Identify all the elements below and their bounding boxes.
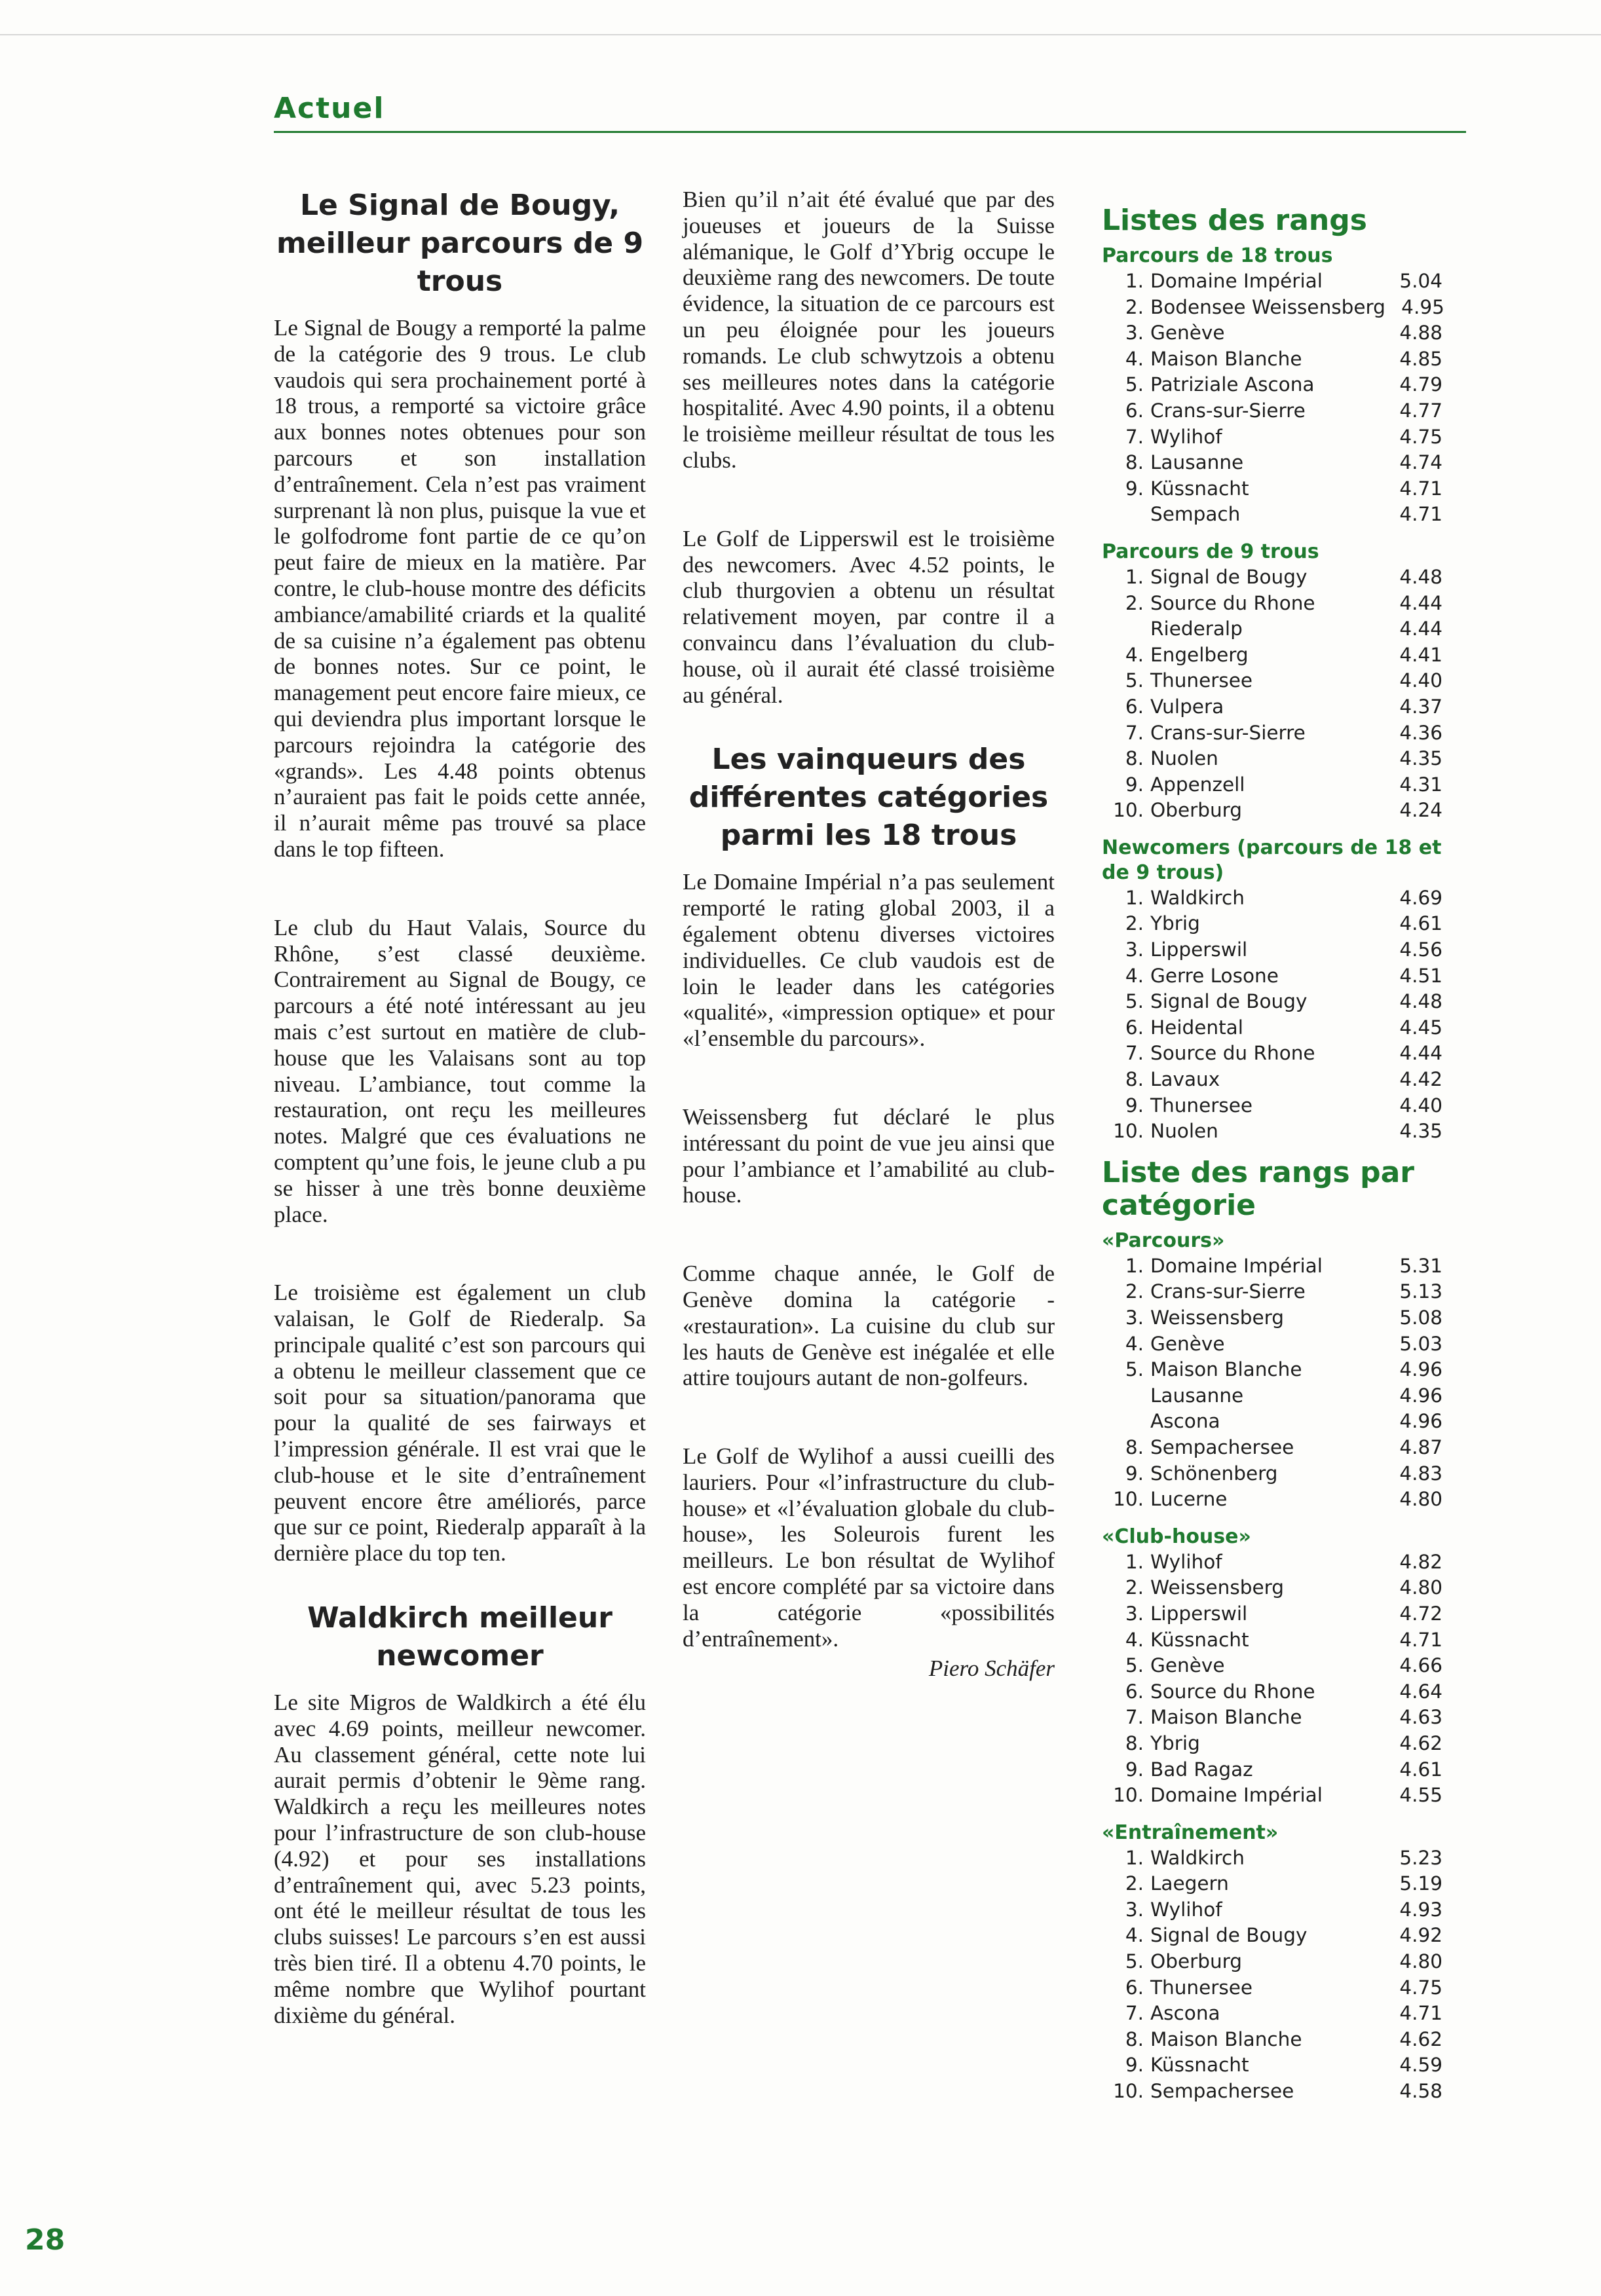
ranking-rank (1102, 502, 1150, 528)
paragraph: Le site Migros de Waldkirch a été élu avec 4.69 points, meilleur newcomer. Au classement général, cette note lui aurait permis d’obtenir le 9ème rang. Waldkirch a reçu les meilleures notes pour l’infrastructure de son club-house (4.92) et pour ses installations d’entraînement qui, avec 5.23 points, ont été le meilleur résultat de tous les clubs suisses! Le parcours s’en est aussi très bien tiré. Il a obtenu 4.70 points, le même nombre que Wylihof pourtant dixième du général. (274, 1690, 646, 2028)
ranking-name: Thunersee (1150, 1094, 1253, 1117)
ranking-rank: 9. (1125, 773, 1144, 796)
ranking-name: Küssnacht (1150, 1628, 1249, 1651)
ranking-row (1102, 1897, 1442, 1923)
ranking-score: 4.31 (1399, 773, 1442, 796)
ranking-rank: 8. (1125, 2028, 1144, 2050)
ranking-rank: 9. (1125, 1758, 1144, 1781)
article-title-waldkirch: Waldkirch meilleur newcomer (307, 1601, 612, 1673)
ranking-rank: 7. (1125, 2002, 1144, 2025)
ranking-name: Source du Rhone (1150, 1680, 1315, 1703)
ranking-row (1102, 1015, 1442, 1041)
ranking-score: 4.41 (1399, 643, 1442, 666)
ranking-score: 4.71 (1399, 477, 1442, 500)
ranking-row (1102, 1253, 1442, 1280)
ranking-score: 5.03 (1399, 1332, 1442, 1355)
category-rankings-lists (1102, 1229, 1442, 2105)
ranking-row (1102, 989, 1442, 1015)
ranking-name: Riederalp (1150, 618, 1243, 640)
ranking-rank: 5. (1125, 669, 1144, 692)
ranking-name: Genève (1150, 1332, 1225, 1355)
ranking-row (1102, 1975, 1442, 2001)
ranking-score: 4.62 (1399, 1731, 1442, 1754)
ranking-score: 4.82 (1399, 1550, 1442, 1573)
ranking-row (1102, 1757, 1442, 1783)
ranking-name: Sempachersee (1150, 2080, 1294, 2103)
ranking-row (1102, 642, 1442, 669)
ranking-row (1102, 1435, 1442, 1461)
ranking-row (1102, 450, 1442, 476)
ranking-row (1102, 720, 1442, 747)
ranking-name: Lausanne (1150, 451, 1244, 474)
section-rule (274, 131, 1466, 133)
ranking-name: Waldkirch (1150, 1846, 1245, 1869)
ranking-rank: 1. (1125, 565, 1144, 588)
ranking-rank: 9. (1125, 1094, 1144, 1117)
ranking-score: 4.75 (1399, 425, 1442, 448)
ranking-row (1102, 1575, 1442, 1601)
ranking-heading: Parcours de 9 trous (1102, 540, 1319, 563)
ranking-rank: 2. (1125, 1872, 1144, 1895)
ranking-row (1102, 1549, 1442, 1576)
ranking-score: 4.55 (1399, 1784, 1442, 1807)
author-signature: Piero Schäfer (928, 1656, 1055, 1682)
ranking-name: Crans-sur-Sierre (1150, 399, 1306, 422)
ranking-rank: 10. (1113, 1488, 1144, 1511)
ranking-row (1102, 1705, 1442, 1731)
ranking-row (1102, 746, 1442, 772)
ranking-name: Nuolen (1150, 747, 1218, 770)
ranking-rank: 4. (1125, 1332, 1144, 1355)
paragraph: Le Domaine Impérial n’a pas seulement remporté le rating global 2003, il a également obtenu diverses victoires individuelles. Ce club vaudois est de loin le leader dans les catégories «qualité», «impression optique» et pour «l’ensemble du parcours». (683, 869, 1055, 1052)
ranking-score: 5.23 (1399, 1846, 1442, 1869)
ranking-rank: 5. (1125, 373, 1144, 396)
ranking-list (1102, 244, 1442, 528)
ranking-name: Oberburg (1150, 1950, 1242, 1973)
ranking-name: Heidental (1150, 1016, 1243, 1039)
ranking-heading: Parcours de 18 trous (1102, 244, 1333, 267)
ranking-name: Ascona (1150, 1410, 1220, 1433)
paragraph: Le Golf de Wylihof a aussi cueilli des lauriers. Pour «l’infrastructure du club-house» et «l’évaluation globale du club-house», les Soleurois furent les meilleurs. Le bon résultat de Wylihof est encore complété par sa victoire dans la catégorie «possibilités d’entraînement». (683, 1443, 1055, 1652)
ranking-row (1102, 320, 1442, 346)
ranking-name: Domaine Impérial (1150, 1254, 1323, 1277)
page-number: 28 (25, 2223, 66, 2257)
ranking-rank: 3. (1125, 1306, 1144, 1329)
ranking-name: Sempach (1150, 503, 1241, 526)
ranking-name: Lipperswil (1150, 938, 1248, 961)
ranking-name: Maison Blanche (1150, 347, 1302, 370)
paragraph: Comme chaque année, le Golf de Genève domina la catégorie - «restauration». La cuisine du club sur les hauts de Genève est inégalée et elle attire toujours autant de non-golfeurs. (683, 1261, 1055, 1391)
ranking-row (1102, 1461, 1442, 1487)
ranking-rank: 10. (1113, 2080, 1144, 2103)
ranking-score: 4.71 (1399, 1628, 1442, 1651)
ranking-rank: 1. (1125, 1254, 1144, 1277)
ranking-rank: 6. (1125, 1976, 1144, 1999)
ranking-name: Wylihof (1150, 425, 1222, 448)
ranking-score: 4.95 (1401, 295, 1444, 318)
ranking-rank: 10. (1113, 799, 1144, 822)
ranking-row (1102, 911, 1442, 937)
ranking-rank: 1. (1125, 886, 1144, 909)
ranking-row (1102, 694, 1442, 720)
ranking-rank: 10. (1113, 1784, 1144, 1807)
ranking-score: 4.48 (1399, 990, 1442, 1013)
ranking-rank: 2. (1125, 912, 1144, 935)
ranking-name: Gerre Losone (1150, 964, 1279, 987)
ranking-row (1102, 1331, 1442, 1358)
ranking-score: 4.45 (1399, 1016, 1442, 1039)
ranking-score: 4.48 (1399, 565, 1442, 588)
ranking-score: 4.85 (1399, 347, 1442, 370)
category-rankings-title: Liste des rangs par catégorie (1102, 1155, 1414, 1222)
paragraph: Bien qu’il n’ait été évalué que par des joueuses et joueurs de la Suisse alémanique, le Golf d’Ybrig occupe le deuxième rang des newcomers. De toute évidence, la situation de ce parcours est un peu éloignée pour les joueurs romands. Le club schwytzois a obtenu ses meilleures notes dans la catégorie hospitalité. Avec 4.90 points, il a obtenu le troisième meilleur résultat de tous les clubs. (683, 187, 1055, 473)
ranking-score: 4.61 (1399, 912, 1442, 935)
column-2 (683, 187, 1055, 1682)
ranking-rank: 5. (1125, 1654, 1144, 1677)
ranking-row (1102, 398, 1442, 424)
ranking-rank: 8. (1125, 1068, 1144, 1091)
ranking-row (1102, 1949, 1442, 1975)
ranking-row (1102, 1093, 1442, 1119)
section-title: Actuel (274, 92, 385, 125)
ranking-rank: 6. (1125, 695, 1144, 718)
ranking-rank: 6. (1125, 1680, 1144, 1703)
ranking-score: 4.44 (1399, 1042, 1442, 1065)
ranking-row (1102, 1279, 1442, 1305)
ranking-name: Genève (1150, 322, 1225, 344)
ranking-rank: 3. (1125, 938, 1144, 961)
ranking-list (1102, 1229, 1442, 1513)
ranking-row (1102, 885, 1442, 912)
ranking-list (1102, 540, 1442, 824)
ranking-row (1102, 1731, 1442, 1757)
ranking-score: 4.44 (1399, 591, 1442, 614)
ranking-score: 5.31 (1399, 1254, 1442, 1277)
ranking-row (1102, 1871, 1442, 1897)
ranking-name: Oberburg (1150, 799, 1242, 822)
ranking-name: Laegern (1150, 1872, 1229, 1895)
ranking-name: Crans-sur-Sierre (1150, 1280, 1306, 1303)
ranking-rank (1102, 616, 1150, 642)
ranking-rank: 2. (1125, 295, 1144, 318)
ranking-name: Maison Blanche (1150, 1358, 1302, 1381)
ranking-row (1102, 502, 1442, 528)
ranking-name: Appenzell (1150, 773, 1245, 796)
ranking-rank: 8. (1125, 1435, 1144, 1458)
ranking-score: 5.04 (1399, 270, 1442, 292)
ranking-score: 4.42 (1399, 1068, 1442, 1091)
ranking-score: 4.87 (1399, 1435, 1442, 1458)
ranking-row (1102, 1067, 1442, 1093)
ranking-row (1102, 772, 1442, 798)
ranking-name: Vulpera (1150, 695, 1224, 718)
ranking-row (1102, 565, 1442, 591)
ranking-score: 4.51 (1399, 964, 1442, 987)
ranking-rank: 9. (1125, 477, 1144, 500)
rankings-lists (1102, 244, 1442, 1145)
ranking-score: 4.24 (1399, 799, 1442, 822)
ranking-score: 4.72 (1399, 1602, 1442, 1625)
ranking-row (1102, 1845, 1442, 1872)
ranking-score: 5.08 (1399, 1306, 1442, 1329)
ranking-row (1102, 2079, 1442, 2105)
ranking-name: Thunersee (1150, 1976, 1253, 1999)
paragraph: Le Golf de Lipperswil est le troisième des newcomers. Avec 4.52 points, le club thurgovien a obtenu un résultat relativement moyen, par contre il a convaincu dans l’évaluation du club-house, où il aurait été classé troisième au général. (683, 525, 1055, 708)
ranking-rank: 7. (1125, 425, 1144, 448)
ranking-rank: 10. (1113, 1120, 1144, 1143)
ranking-score: 4.35 (1399, 747, 1442, 770)
ranking-score: 4.44 (1399, 618, 1442, 640)
ranking-name: Signal de Bougy (1150, 1924, 1308, 1947)
ranking-score: 4.71 (1399, 503, 1442, 526)
page-top-edge (0, 34, 1601, 35)
ranking-row (1102, 1679, 1442, 1705)
ranking-score: 4.75 (1399, 1976, 1442, 1999)
ranking-name: Domaine Impérial (1150, 1784, 1323, 1807)
ranking-score: 4.80 (1399, 1488, 1442, 1511)
ranking-score: 4.83 (1399, 1462, 1442, 1485)
ranking-rank: 4. (1125, 643, 1144, 666)
ranking-rank: 4. (1125, 1628, 1144, 1651)
ranking-score: 4.80 (1399, 1950, 1442, 1973)
paragraph: Le troisième est également un club valaisan, le Golf de Riederalp. Sa principale qualité c’est son parcours qui a obtenu le meilleur classement que ce soit pour sa situation/panorama que pour la qualité de ses fairways et l’impression générale. Il est vrai que le club-house et le site d’entraînement peuvent encore être améliorés, parce que sur ce point, Riederalp apparaît à la dernière place du top ten. (274, 1280, 646, 1566)
ranking-name: Genève (1150, 1654, 1225, 1677)
ranking-row (1102, 668, 1442, 694)
ranking-rank: 5. (1125, 1358, 1144, 1381)
ranking-row (1102, 1119, 1442, 1145)
ranking-name: Sempachersee (1150, 1435, 1294, 1458)
ranking-score: 4.59 (1399, 2054, 1442, 2077)
ranking-score: 4.36 (1399, 721, 1442, 744)
ranking-rank: 2. (1125, 591, 1144, 614)
ranking-score: 4.74 (1399, 451, 1442, 474)
ranking-rank: 3. (1125, 322, 1144, 344)
ranking-list (1102, 1525, 1442, 1809)
ranking-row (1102, 1923, 1442, 1949)
ranking-name: Source du Rhone (1150, 591, 1315, 614)
ranking-row (1102, 1627, 1442, 1654)
ranking-row (1102, 1305, 1442, 1331)
ranking-row (1102, 1383, 1442, 1409)
ranking-rank: 7. (1125, 1706, 1144, 1729)
ranking-row (1102, 616, 1442, 642)
ranking-score: 4.93 (1399, 1898, 1442, 1921)
ranking-score: 4.96 (1399, 1384, 1442, 1407)
ranking-score: 4.62 (1399, 2028, 1442, 2050)
ranking-name: Patriziale Ascona (1150, 373, 1315, 396)
ranking-row (1102, 798, 1442, 824)
ranking-row (1102, 1409, 1442, 1435)
ranking-row (1102, 591, 1442, 617)
ranking-name: Nuolen (1150, 1120, 1218, 1143)
ranking-score: 4.66 (1399, 1654, 1442, 1677)
ranking-heading: «Entraînement» (1102, 1821, 1279, 1844)
ranking-row (1102, 268, 1442, 295)
ranking-name: Source du Rhone (1150, 1042, 1315, 1065)
ranking-name: Signal de Bougy (1150, 990, 1308, 1013)
ranking-row (1102, 1601, 1442, 1627)
ranking-name: Weissensberg (1150, 1306, 1284, 1329)
ranking-score: 4.77 (1399, 399, 1442, 422)
ranking-score: 5.13 (1399, 1280, 1442, 1303)
ranking-name: Küssnacht (1150, 477, 1249, 500)
ranking-name: Lausanne (1150, 1384, 1244, 1407)
ranking-name: Küssnacht (1150, 2054, 1249, 2077)
ranking-rank (1102, 1409, 1150, 1435)
ranking-rank: 4. (1125, 347, 1144, 370)
paragraph: Le club du Haut Valais, Source du Rhône, s’est classé deuxième. Contrairement au Signal de Bougy, ce parcours a été noté intéressant au jeu mais c’est surtout en matière de club-house que les Valaisans sont au top niveau. L’ambiance, tout comme la restauration, ont reçu les meilleures notes. Malgré que ces évaluations ne comptent qu’une fois, le jeune club a pu se hisser à une très bonne deuxième place. (274, 914, 646, 1227)
ranking-name: Signal de Bougy (1150, 565, 1308, 588)
ranking-rank: 7. (1125, 1042, 1144, 1065)
ranking-name: Bad Ragaz (1150, 1758, 1253, 1781)
ranking-row (1102, 963, 1442, 990)
ranking-heading: «Parcours» (1102, 1229, 1225, 1252)
ranking-row (1102, 1653, 1442, 1679)
ranking-rank: 5. (1125, 990, 1144, 1013)
ranking-rank: 6. (1125, 1016, 1144, 1039)
ranking-score: 4.61 (1399, 1758, 1442, 1781)
ranking-name: Engelberg (1150, 643, 1249, 666)
article-title-bougy: Le Signal de Bougy, meilleur parcours de 9 trous (276, 189, 644, 298)
ranking-list (1102, 1821, 1442, 2105)
ranking-rank: 2. (1125, 1280, 1144, 1303)
ranking-rank: 4. (1125, 1924, 1144, 1947)
ranking-name: Thunersee (1150, 669, 1253, 692)
ranking-row (1102, 476, 1442, 502)
ranking-score: 4.63 (1399, 1706, 1442, 1729)
ranking-list (1102, 836, 1442, 1145)
ranking-heading: Newcomers (parcours de 18 et de 9 trous) (1102, 836, 1442, 884)
ranking-name: Schönenberg (1150, 1462, 1278, 1485)
ranking-score: 4.58 (1399, 2080, 1442, 2103)
ranking-rank: 8. (1125, 747, 1144, 770)
ranking-score: 4.35 (1399, 1120, 1442, 1143)
ranking-row (1102, 1357, 1442, 1383)
ranking-row (1102, 372, 1442, 398)
ranking-name: Lavaux (1150, 1068, 1220, 1091)
rankings-title: Listes des rangs (1102, 204, 1367, 237)
ranking-name: Ybrig (1150, 912, 1200, 935)
ranking-row (1102, 1041, 1442, 1067)
ranking-rank: 9. (1125, 2054, 1144, 2077)
ranking-rank: 9. (1125, 1462, 1144, 1485)
ranking-score: 4.56 (1399, 938, 1442, 961)
ranking-row (1102, 424, 1442, 451)
ranking-name: Domaine Impérial (1150, 270, 1323, 292)
ranking-row (1102, 2052, 1442, 2079)
ranking-row (1102, 1487, 1442, 1513)
paragraph: Le Signal de Bougy a remporté la palme de la catégorie des 9 trous. Le club vaudois qui sera prochainement porté à 18 trous, a remporté sa victoire grâce aux bonnes notes obtenues pour son parcours et son installation d’entraînement. Cela n’est pas vraiment surprenant là non plus, puisque la vue et le golfodrome font partie de ce qu’on peut faire de mieux en la matière. Par contre, le club-house montre des déficits ambiance/amabilité criards et la qualité de sa cuisine n’a également pas obtenu de bonnes notes. Sur ce point, le management peut encore faire mieux, ce qui deviendra plus important lorsque le parcours rejoindra la catégorie des «grands». Les 4.48 points obtenus n’auraient pas fait le poids cette année, il n’aurait même pas trouvé sa place dans le top fifteen. (274, 315, 646, 862)
ranking-row (1102, 937, 1442, 963)
ranking-rank: 2. (1125, 1576, 1144, 1599)
ranking-score: 4.96 (1399, 1358, 1442, 1381)
ranking-name: Lucerne (1150, 1488, 1228, 1511)
ranking-rank: 1. (1125, 1550, 1144, 1573)
ranking-rank: 8. (1125, 1731, 1144, 1754)
ranking-score: 5.19 (1399, 1872, 1442, 1895)
ranking-name: Wylihof (1150, 1898, 1222, 1921)
ranking-score: 4.79 (1399, 373, 1442, 396)
ranking-score: 4.40 (1399, 669, 1442, 692)
ranking-name: Bodensee Weissensberg (1150, 295, 1385, 318)
ranking-rank (1102, 1383, 1150, 1409)
ranking-name: Weissensberg (1150, 1576, 1284, 1599)
ranking-rank: 6. (1125, 399, 1144, 422)
ranking-row (1102, 2001, 1442, 2027)
column-1 (274, 187, 646, 2081)
ranking-name: Wylihof (1150, 1550, 1222, 1573)
ranking-score: 4.88 (1399, 322, 1442, 344)
ranking-name: Ascona (1150, 2002, 1220, 2025)
ranking-score: 4.64 (1399, 1680, 1442, 1703)
ranking-score: 4.69 (1399, 886, 1442, 909)
ranking-rank: 5. (1125, 1950, 1144, 1973)
ranking-row (1102, 346, 1442, 373)
ranking-score: 4.96 (1399, 1410, 1442, 1433)
ranking-name: Maison Blanche (1150, 1706, 1302, 1729)
ranking-score: 4.37 (1399, 695, 1442, 718)
ranking-rank: 3. (1125, 1898, 1144, 1921)
ranking-row (1102, 295, 1442, 321)
ranking-name: Crans-sur-Sierre (1150, 721, 1306, 744)
ranking-rank: 7. (1125, 721, 1144, 744)
ranking-rank: 4. (1125, 964, 1144, 987)
ranking-score: 4.71 (1399, 2002, 1442, 2025)
ranking-rank: 1. (1125, 1846, 1144, 1869)
article-title-vainqueurs: Les vainqueurs des différentes catégories parmi les 18 trous (688, 743, 1049, 853)
ranking-heading: «Club-house» (1102, 1525, 1251, 1548)
ranking-rank: 3. (1125, 1602, 1144, 1625)
ranking-score: 4.80 (1399, 1576, 1442, 1599)
rankings-sidebar (1102, 204, 1442, 2117)
ranking-row (1102, 1783, 1442, 1809)
paragraph: Weissensberg fut déclaré le plus intéressant du point de vue jeu ainsi que pour l’ambiance et l’amabilité au club-house. (683, 1103, 1055, 1208)
ranking-name: Waldkirch (1150, 886, 1245, 909)
ranking-rank: 1. (1125, 270, 1144, 292)
ranking-name: Lipperswil (1150, 1602, 1248, 1625)
ranking-name: Ybrig (1150, 1731, 1200, 1754)
ranking-score: 4.92 (1399, 1924, 1442, 1947)
ranking-score: 4.40 (1399, 1094, 1442, 1117)
ranking-row (1102, 2027, 1442, 2053)
ranking-rank: 8. (1125, 451, 1144, 474)
ranking-name: Maison Blanche (1150, 2028, 1302, 2050)
